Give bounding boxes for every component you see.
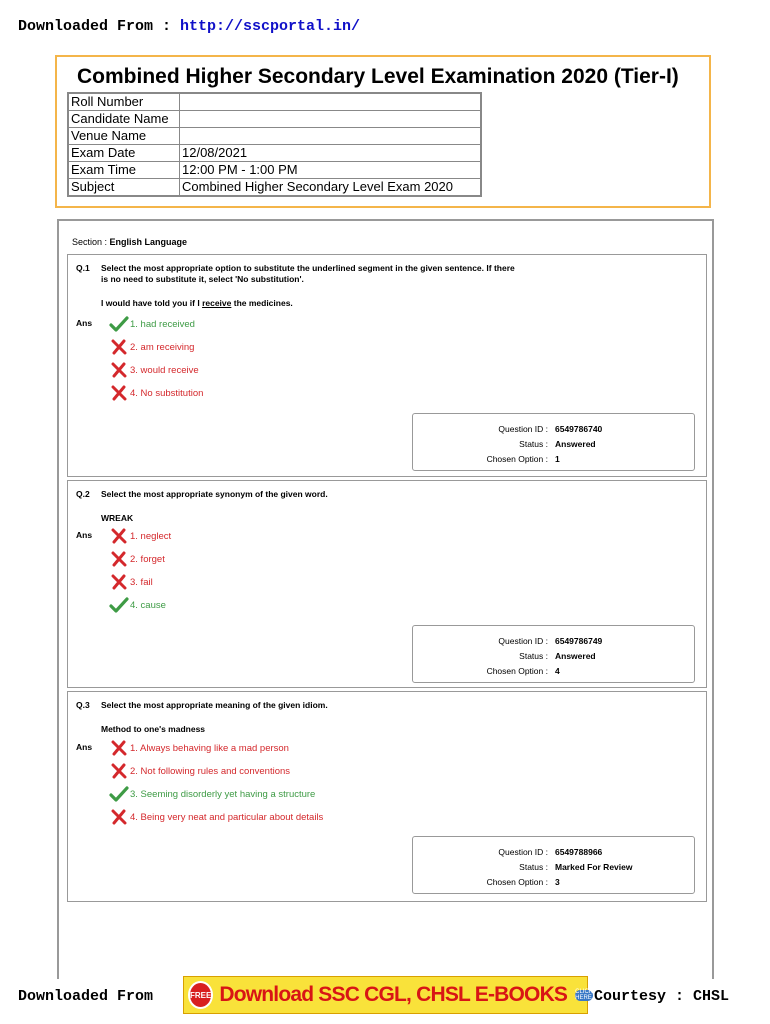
- info-row: [68, 128, 481, 145]
- bottom-download-label: Downloaded From: [18, 988, 154, 1005]
- meta-chosen-option: [413, 876, 694, 888]
- cross-icon: [109, 763, 129, 779]
- info-key: Exam Time: [68, 162, 180, 179]
- check-icon: [109, 597, 129, 613]
- info-key: Subject: [68, 179, 180, 197]
- section-label: Section :: [72, 237, 110, 247]
- question-text: Select the most appropriate meaning of the given idiom.: [101, 700, 328, 710]
- option-label: 2. Not following rules and conventions: [130, 765, 291, 777]
- sscportal-link[interactable]: http://sscportal.in/: [180, 18, 361, 35]
- info-key: Roll Number: [68, 93, 180, 111]
- cross-icon: [109, 528, 129, 544]
- question-text: Select the most appropriate option to substitute the underlined segment in the given sentence. If there is no need to substitute it, select 'No substitution'.: [101, 263, 515, 284]
- meta-value: 6549786749: [555, 636, 603, 646]
- ans-label: Ans: [76, 530, 93, 540]
- cross-icon: [109, 362, 129, 378]
- meta-status: [413, 438, 694, 450]
- option-1: [109, 528, 171, 544]
- option-label: 3. would receive: [130, 364, 199, 376]
- info-row: [68, 93, 481, 111]
- exam-header-box: [55, 55, 711, 208]
- stem-underlined: receive: [202, 298, 232, 308]
- question-number: Q.2: [76, 489, 90, 499]
- option-2: [109, 763, 290, 779]
- info-row: [68, 179, 481, 197]
- option-3: [109, 786, 315, 802]
- check-icon: [109, 786, 129, 802]
- download-prefix: Downloaded From :: [18, 18, 181, 35]
- meta-status: [413, 650, 694, 662]
- cross-icon: [109, 339, 129, 355]
- meta-question-id: [413, 635, 694, 647]
- option-label: 4. cause: [130, 599, 166, 611]
- check-icon: [109, 316, 129, 332]
- meta-value: Marked For Review: [555, 862, 633, 872]
- meta-key: Status :: [519, 862, 548, 872]
- meta-question-id: [413, 423, 694, 435]
- option-label: 1. neglect: [130, 530, 172, 542]
- info-value: [180, 93, 482, 111]
- option-label: 2. forget: [130, 553, 165, 565]
- courtesy-label: Courtesy : CHSL: [594, 988, 730, 1005]
- question-text: Select the most appropriate synonym of the given word.: [101, 489, 328, 499]
- info-value: 12/08/2021: [180, 145, 482, 162]
- section-name: English Language: [109, 237, 188, 247]
- meta-value: 1: [555, 454, 560, 464]
- option-2: [109, 551, 165, 567]
- option-label: 2. am receiving: [130, 341, 195, 353]
- option-label: 3. fail: [130, 576, 153, 588]
- question-meta-box: [412, 836, 695, 894]
- meta-key: Question ID :: [498, 847, 548, 857]
- meta-key: Chosen Option :: [486, 877, 548, 887]
- cross-icon: [109, 809, 129, 825]
- exam-title: Combined Higher Secondary Level Examination 2020 (Tier-I): [77, 65, 679, 88]
- meta-key: Chosen Option :: [486, 666, 548, 676]
- meta-key: Status :: [519, 651, 548, 661]
- question-stem: WREAK: [101, 513, 134, 523]
- info-value: [180, 128, 482, 145]
- info-row: [68, 145, 481, 162]
- option-3: [109, 574, 153, 590]
- option-4: [109, 385, 203, 401]
- question-card-1: [67, 254, 707, 477]
- click-here-button[interactable]: CLICK HERE: [575, 989, 593, 1001]
- meta-status: [413, 861, 694, 873]
- meta-key: Status :: [519, 439, 548, 449]
- option-2: [109, 339, 194, 355]
- option-3: [109, 362, 199, 378]
- option-1: [109, 316, 195, 332]
- meta-key: Question ID :: [498, 424, 548, 434]
- info-value: [180, 111, 482, 128]
- question-number: Q.3: [76, 700, 90, 710]
- ebooks-banner[interactable]: [183, 976, 593, 1014]
- option-4: [109, 809, 323, 825]
- candidate-info-table: [67, 92, 482, 197]
- info-key: Exam Date: [68, 145, 180, 162]
- ans-label: Ans: [76, 742, 93, 752]
- question-card-2: [67, 480, 707, 688]
- cross-icon: [109, 551, 129, 567]
- info-key: Candidate Name: [68, 111, 180, 128]
- question-meta-box: [412, 625, 695, 683]
- meta-question-id: [413, 846, 694, 858]
- meta-key: Chosen Option :: [486, 454, 548, 464]
- option-4: [109, 597, 166, 613]
- question-card-3: [67, 691, 707, 902]
- question-stem: Method to one's madness: [101, 724, 206, 734]
- option-1: [109, 740, 289, 756]
- ans-label: Ans: [76, 318, 93, 328]
- option-label: 4. Being very neat and particular about details: [130, 811, 324, 823]
- meta-value: 6549788966: [555, 847, 603, 857]
- info-key: Venue Name: [68, 128, 180, 145]
- question-number: Q.1: [76, 263, 90, 273]
- stem-after: the medicines.: [231, 298, 293, 308]
- meta-value: 3: [555, 877, 560, 887]
- meta-chosen-option: [413, 665, 694, 677]
- download-source-line: [18, 18, 360, 35]
- info-row: [68, 162, 481, 179]
- response-sheet: [57, 219, 714, 979]
- meta-value: 4: [555, 666, 560, 676]
- meta-chosen-option: [413, 453, 694, 465]
- option-label: 4. No substitution: [130, 387, 204, 399]
- cross-icon: [109, 574, 129, 590]
- question-stem: [101, 298, 293, 308]
- meta-key: Question ID :: [498, 636, 548, 646]
- info-row: [68, 111, 481, 128]
- stem-before: I would have told you if I: [101, 298, 203, 308]
- banner-text: Download SSC CGL, CHSL E-BOOKS: [219, 983, 568, 1006]
- cross-icon: [109, 385, 129, 401]
- section-heading: [72, 237, 187, 247]
- info-value: Combined Higher Secondary Level Exam 2020: [180, 179, 482, 197]
- cross-icon: [109, 740, 129, 756]
- meta-value: Answered: [555, 439, 596, 449]
- option-label: 1. Always behaving like a mad person: [130, 742, 289, 754]
- question-meta-box: [412, 413, 695, 471]
- free-badge-icon: FREE: [188, 981, 213, 1009]
- info-value: 12:00 PM - 1:00 PM: [180, 162, 482, 179]
- meta-value: 6549786740: [555, 424, 603, 434]
- meta-value: Answered: [555, 651, 596, 661]
- option-label: 3. Seeming disorderly yet having a structure: [130, 788, 316, 800]
- option-label: 1. had received: [130, 318, 195, 330]
